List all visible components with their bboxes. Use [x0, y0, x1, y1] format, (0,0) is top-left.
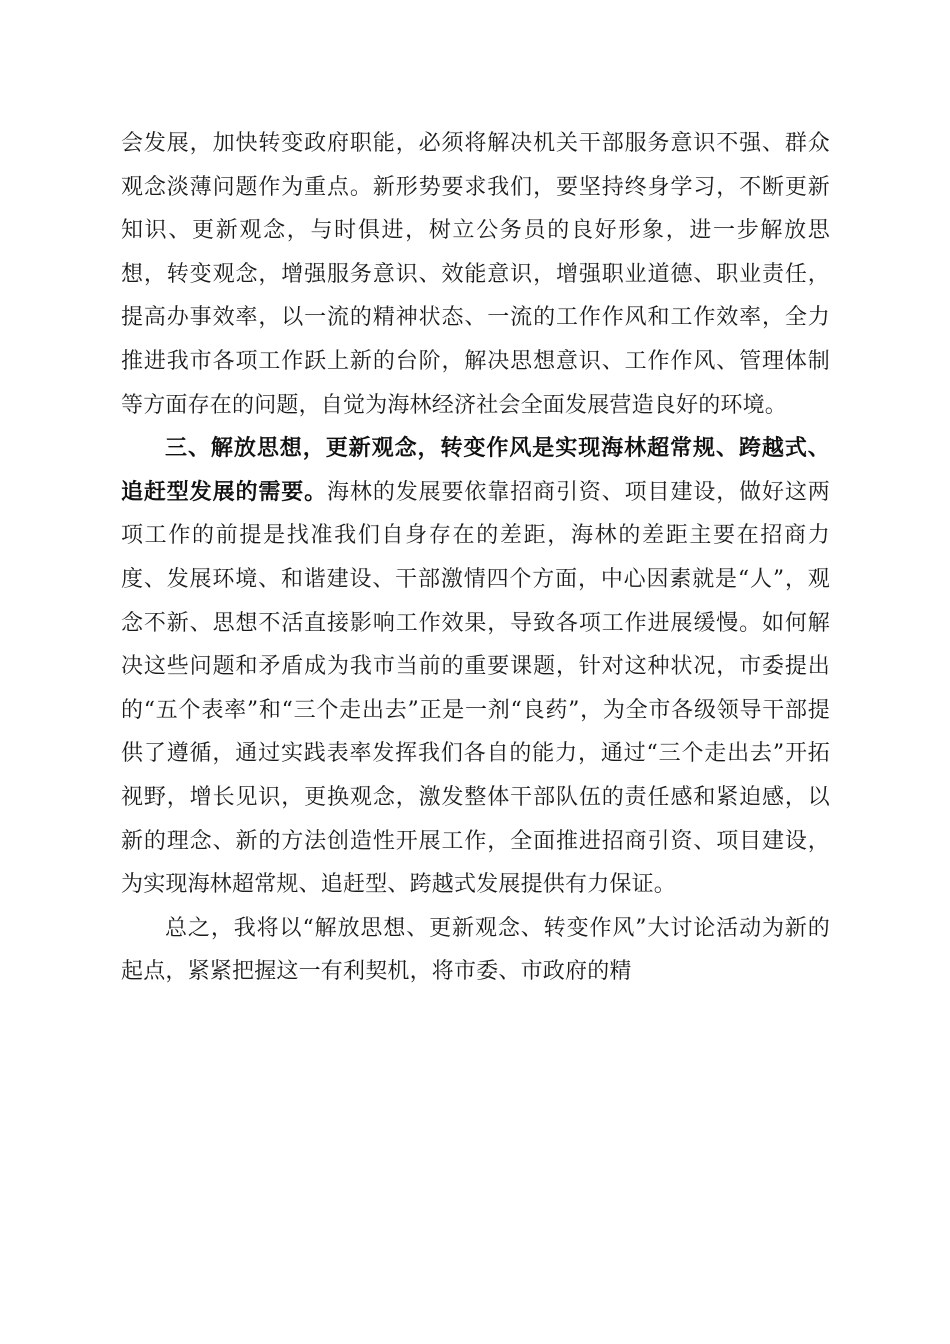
section-heading: 三、解放思想，更新观念，转变作风是实现海林超常规、跨越式、追赶型发展的需要。 — [121, 435, 830, 505]
paragraph-conclusion — [121, 907, 830, 994]
paragraph-text: 总之，我将以“解放思想、更新观念、转变作风”大讨论活动为新的起点，紧紧把握这一有利契机，将市委、市政府的精 — [121, 915, 830, 985]
document-body — [121, 122, 830, 994]
paragraph-section-three — [121, 427, 830, 907]
paragraph-continuation — [121, 122, 830, 427]
paragraph-text: 会发展，加快转变政府职能，必须将解决机关干部服务意识不强、群众观念淡薄问题作为重点。新形势要求我们，要坚持终身学习，不断更新知识、更新观念，与时俱进，树立公务员的良好形象，进一步解放思想，转变观念，增强服务意识、效能意识，增强职业道德、职业责任，提高办事效率，以一流的精神状态、一流的工作作风和工作效率，全力推进我市各项工作跃上新的台阶，解决思想意识、工作作风、管理体制等方面存在的问题，自觉为海林经济社会全面发展营造良好的环境。 — [121, 131, 830, 418]
paragraph-text: 海林的发展要依靠招商引资、项目建设，做好这两项工作的前提是找准我们自身存在的差距，海林的差距主要在招商力度、发展环境、和谐建设、干部激情四个方面，中心因素就是“人”，观念不新、思想不活直接影响工作效果，导致各项工作进展缓慢。如何解决这些问题和矛盾成为我市当前的重要课题，针对这种状况，市委提出的“五个表率”和“三个走出去”正是一剂“良药”，为全市各级领导干部提供了遵循，通过实践表率发挥我们各自的能力，通过“三个走出去”开拓视野，增长见识，更换观念，激发整体干部队伍的责任感和紧迫感，以新的理念、新的方法创造性开展工作，全面推进招商引资、项目建设，为实现海林超常规、追赶型、跨越式发展提供有力保证。 — [121, 479, 830, 898]
